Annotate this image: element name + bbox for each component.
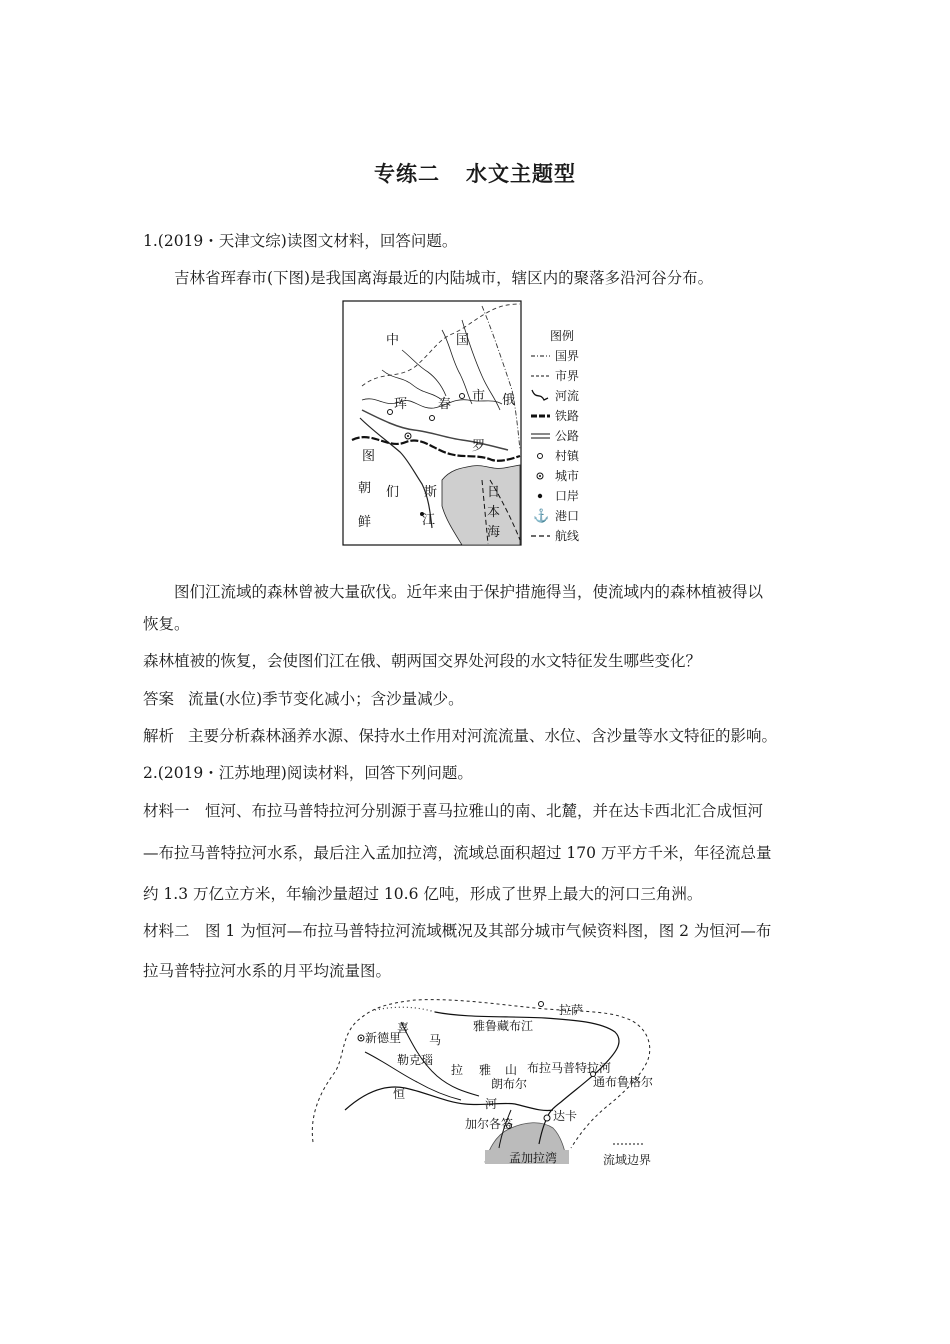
legend-item: 河流 bbox=[555, 389, 580, 403]
town-marker bbox=[430, 416, 435, 421]
q1-stem: 1.(2019・天津文综)读图文材料，回答问题。 bbox=[143, 232, 458, 250]
legend-item: 航线 bbox=[555, 529, 580, 543]
legend-item: 口岸 bbox=[555, 489, 580, 503]
map2-legend-boundary: 流域边界 bbox=[603, 1153, 652, 1167]
map1-label-hai: 海 bbox=[487, 525, 501, 540]
ganges-brahmaputra-map bbox=[305, 992, 660, 1170]
q2-material2-line2: 拉马普特拉河水系的月平均流量图。 bbox=[143, 962, 392, 980]
legend-item: 城市 bbox=[555, 469, 580, 483]
q2-stem: 2.(2019・江苏地理)阅读材料，回答下列问题。 bbox=[143, 764, 473, 782]
map1-label-tu: 图 bbox=[362, 449, 376, 464]
map1-label-chun: 春 bbox=[438, 397, 452, 412]
map1-label-guo: 国 bbox=[456, 333, 470, 348]
legend-symbol-river bbox=[532, 390, 548, 400]
city-marker bbox=[544, 1115, 550, 1121]
map1-label-hui: 珲 bbox=[394, 397, 408, 412]
map2-label-tongbulugeer: 通布鲁格尔 bbox=[593, 1075, 654, 1089]
map1-label-ri: 日 bbox=[487, 485, 501, 500]
hunchun-map bbox=[342, 300, 522, 546]
q1-question: 森林植被的恢复，会使图们江在俄、朝两国交界处河段的水文特征发生哪些变化？ bbox=[143, 652, 702, 670]
map1-label-shi: 市 bbox=[472, 389, 486, 404]
q2-material1-line3: 约 1.3 万亿立方米，年输沙量超过 10.6 亿吨，形成了世界上最大的河口三角洲。 bbox=[143, 885, 703, 903]
map1-label-jiang: 江 bbox=[422, 513, 436, 528]
page-title bbox=[0, 158, 950, 188]
city-marker-dot bbox=[407, 435, 409, 437]
legend-title: 图例 bbox=[550, 329, 575, 343]
map2-label-ya: 雅 bbox=[479, 1063, 492, 1077]
map2-label-ma: 马 bbox=[429, 1033, 442, 1047]
legend-item: 市界 bbox=[555, 369, 580, 383]
map1-label-luo: 罗 bbox=[472, 439, 486, 454]
map2-label-xindeli: 新德里 bbox=[365, 1031, 402, 1045]
legend-item: 铁路 bbox=[555, 409, 580, 423]
q1-analysis bbox=[143, 725, 777, 747]
city-marker bbox=[360, 1037, 362, 1039]
map1-legend bbox=[528, 324, 598, 550]
map1-label-zhong: 中 bbox=[386, 333, 400, 348]
map2-label-he: 河 bbox=[485, 1097, 498, 1111]
anchor-icon: ⚓ bbox=[533, 509, 550, 524]
map2-label-shan: 山 bbox=[505, 1063, 518, 1077]
map1-label-men: 们 bbox=[386, 485, 400, 500]
q2-material2-line1: 材料二 图 1 为恒河—布拉马普特拉河流域概况及其部分城市气候资料图，图 2 为恒河—布 bbox=[143, 922, 772, 940]
q1-para1-line1: 图们江流域的森林曾被大量砍伐。近年来由于保护措施得当，使流域内的森林植被得以 bbox=[174, 583, 764, 601]
map2-label-lasa: 拉萨 bbox=[559, 1003, 584, 1017]
legend-symbol-port-of-entry bbox=[538, 494, 542, 498]
town-marker bbox=[460, 394, 465, 399]
map1-label-ben: 本 bbox=[487, 505, 501, 520]
himalaya-crest bbox=[375, 1007, 435, 1012]
q1-intro: 吉林省珲春市(下图)是我国离海最近的内陆城市，辖区内的聚落多沿河谷分布。 bbox=[174, 269, 714, 287]
q1-answer bbox=[143, 688, 464, 710]
q2-material1-line2: —布拉马普特拉河水系，最后注入孟加拉湾，流域总面积超过 170 万平方千米，年径流总量 bbox=[143, 844, 772, 862]
legend-item: 港口 bbox=[555, 509, 580, 523]
answer-text: 流量(水位)季节变化减小；含沙量减少。 bbox=[188, 690, 464, 708]
town-marker bbox=[388, 410, 393, 415]
map1-label-xian: 鲜 bbox=[358, 515, 372, 530]
map1-label-chao: 朝 bbox=[358, 481, 372, 496]
map2-label-jiaergeda: 加尔各答 bbox=[465, 1117, 514, 1131]
legend-item: 公路 bbox=[555, 429, 580, 443]
map2-label-heng: 恒 bbox=[393, 1087, 406, 1101]
map2-label-xi: 喜 bbox=[397, 1021, 410, 1035]
legend-item: 村镇 bbox=[555, 449, 580, 463]
map2-label-langbuer: 朗布尔 bbox=[491, 1077, 528, 1091]
analysis-label: 解析 bbox=[143, 727, 175, 745]
analysis-text: 主要分析森林涵养水源、保持水土作用对河流流量、水位、含沙量等水文特征的影响。 bbox=[188, 727, 778, 745]
map2-label-lekenao: 勒克瑙 bbox=[397, 1053, 434, 1067]
title-part1: 专练二 bbox=[374, 161, 440, 186]
q1-para1-line2: 恢复。 bbox=[143, 615, 190, 633]
map1-label-si: 斯 bbox=[424, 485, 438, 500]
map1-label-e: 俄 bbox=[502, 393, 516, 408]
title-part2: 水文主题型 bbox=[466, 161, 576, 186]
map2-label-yaluzangbu: 雅鲁藏布江 bbox=[473, 1019, 534, 1033]
legend-item: 国界 bbox=[555, 349, 580, 363]
map2-label-daka: 达卡 bbox=[553, 1109, 578, 1123]
legend-symbol-town bbox=[538, 454, 543, 459]
map2-label-brahmaputra: 布拉马普特拉河 bbox=[527, 1061, 612, 1075]
city-marker bbox=[539, 1002, 544, 1007]
answer-label: 答案 bbox=[143, 690, 175, 708]
map2-label-la: 拉 bbox=[451, 1063, 464, 1077]
map2-label-bay: 孟加拉湾 bbox=[509, 1151, 558, 1165]
q2-material1-line1: 材料一 恒河、布拉马普特拉河分别源于喜马拉雅山的南、北麓，并在达卡西北汇合成恒河 bbox=[143, 802, 764, 820]
